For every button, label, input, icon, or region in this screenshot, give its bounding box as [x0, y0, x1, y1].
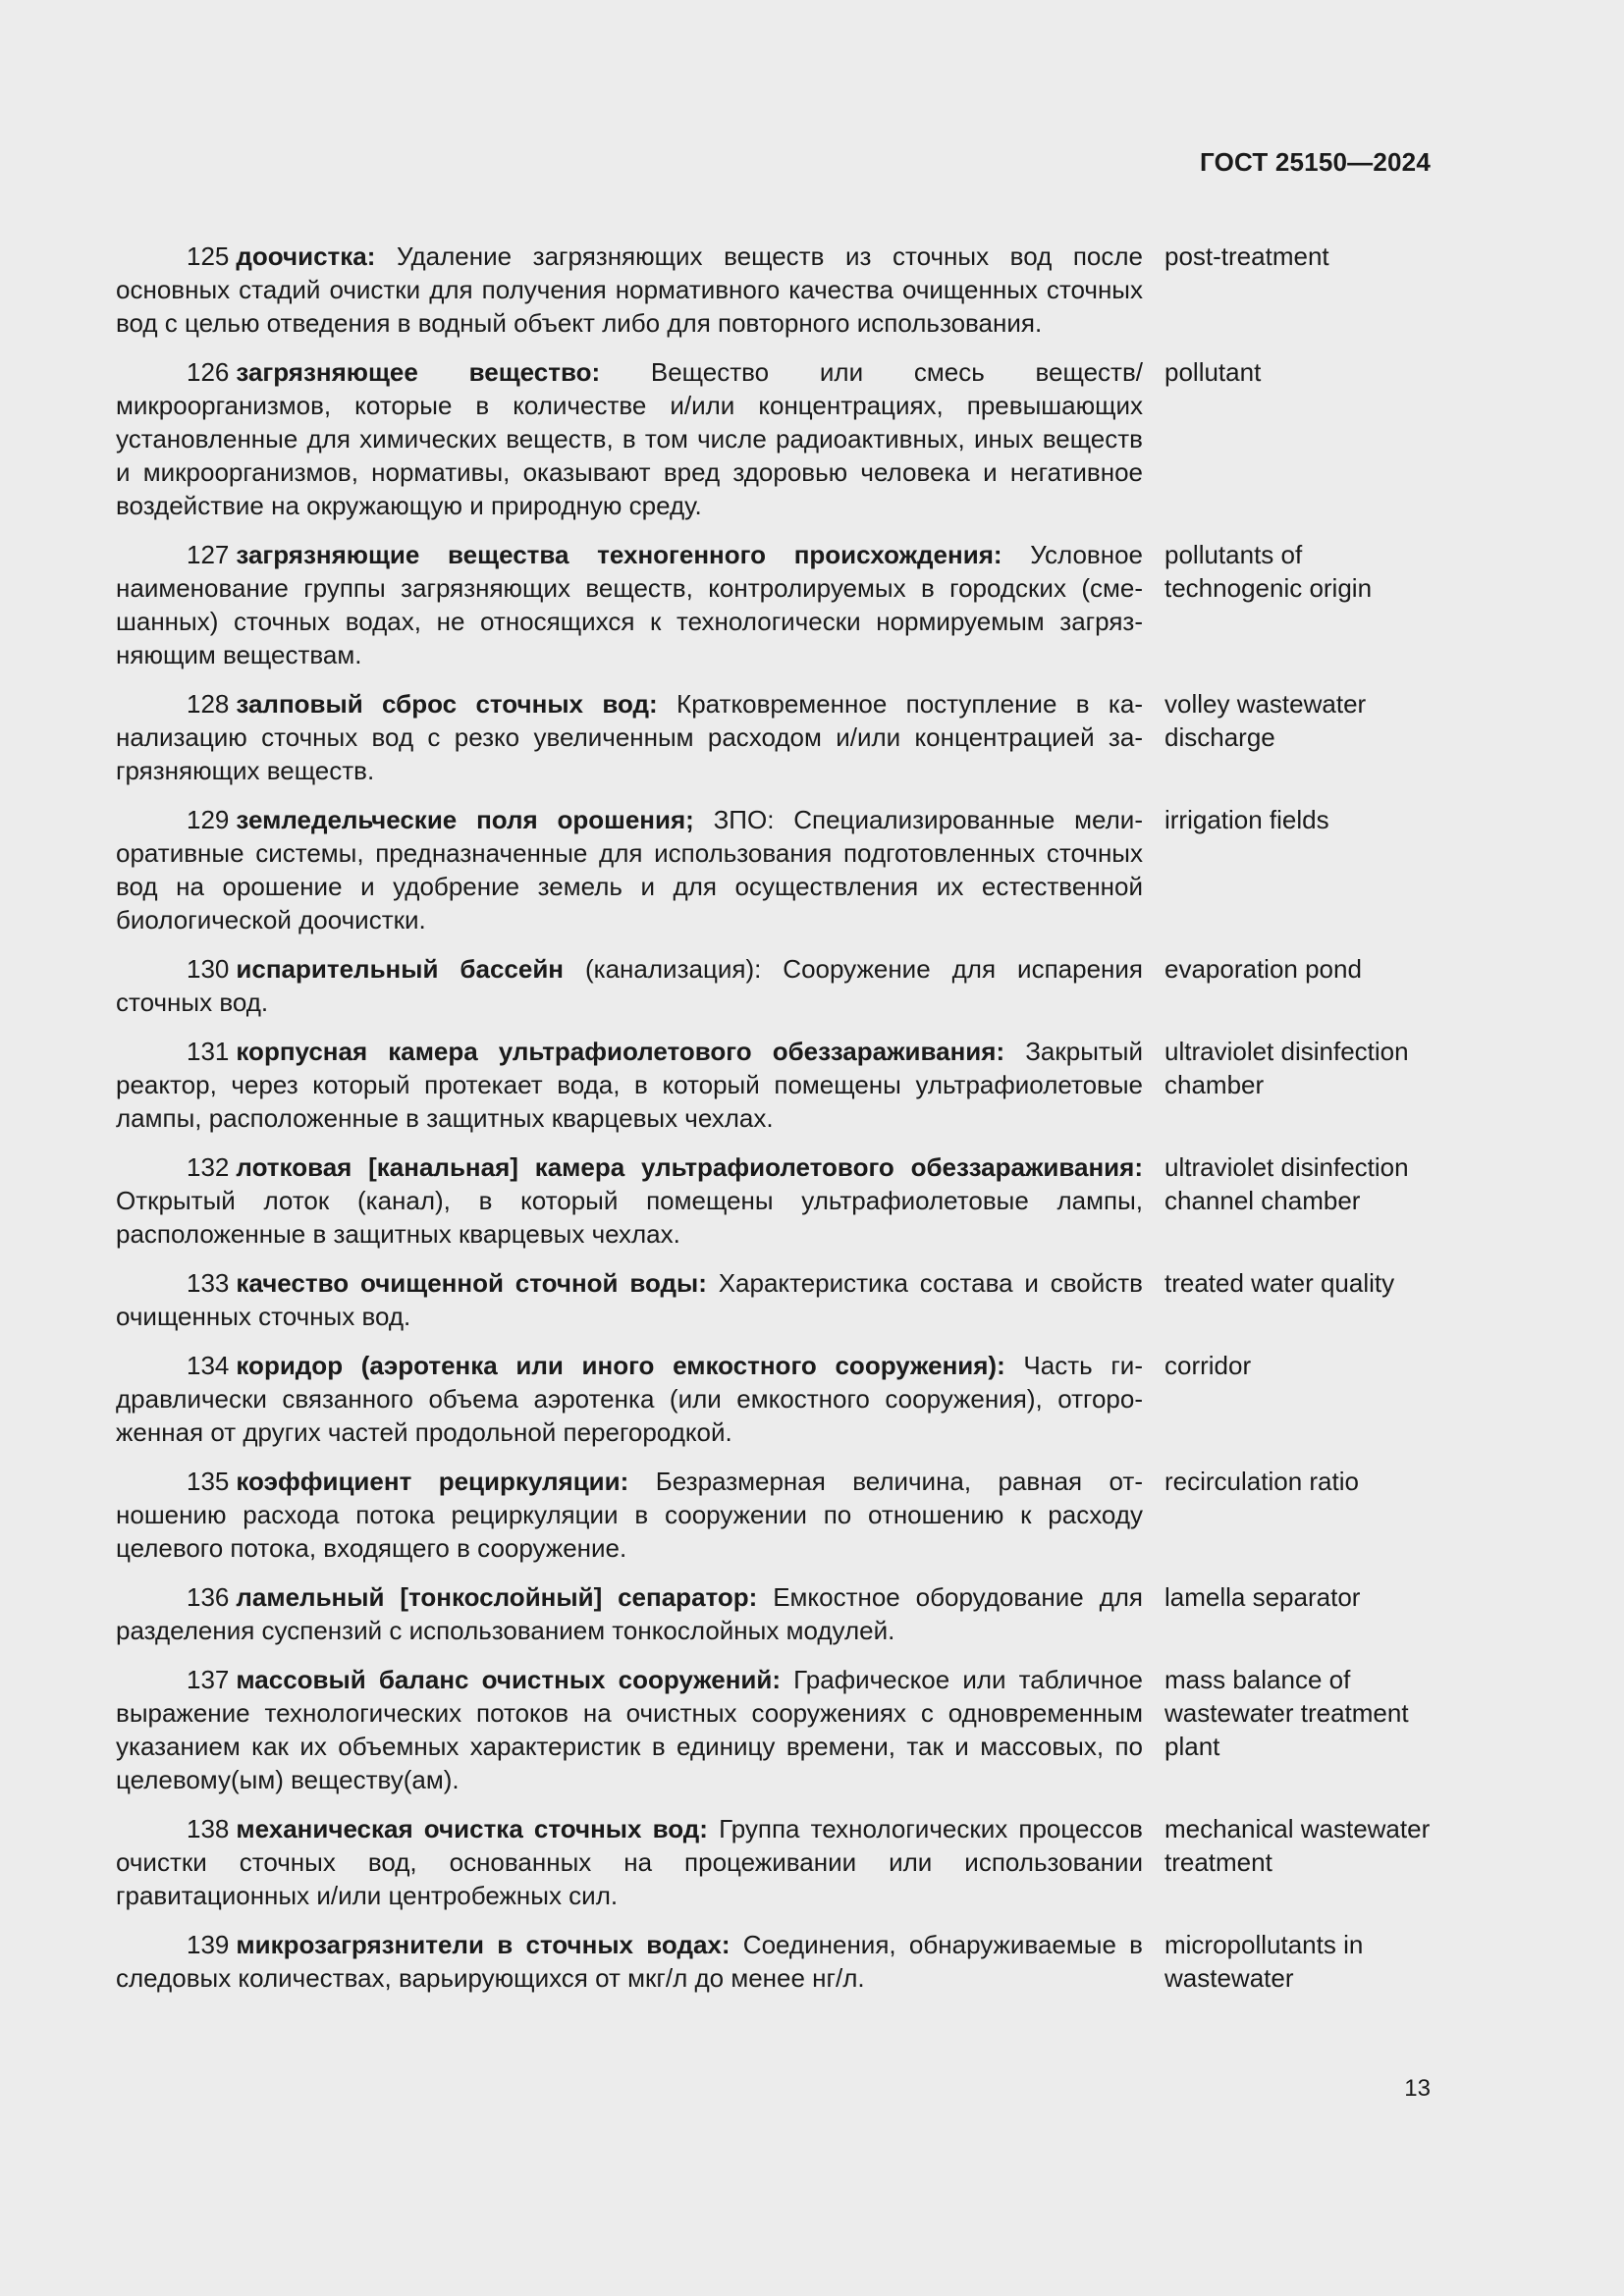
- english-equivalent: treated water quality: [1164, 1268, 1395, 1298]
- term-number: 139: [187, 1930, 230, 1959]
- english-equivalent: volley wastewater discharge: [1164, 689, 1367, 752]
- term-definition: Удаление загрязняющих веществ из сточных вод после основных стадий очистки для получения нормативного качества очищенных сточных вод с целью отведения в водный объект либо для повторного использования.: [116, 241, 1143, 338]
- term-name: ламельный [тонкослойный] сепаратор:: [236, 1582, 758, 1612]
- term-entry-137: [116, 1663, 1432, 1796]
- term-number: 136: [187, 1582, 230, 1612]
- term-definition-block: [116, 240, 1143, 340]
- term-definition-block: [116, 1150, 1143, 1251]
- english-equivalent: mechanical wastewater treatment: [1164, 1814, 1431, 1877]
- term-definition-block: [116, 952, 1143, 1019]
- term-number: 137: [187, 1665, 230, 1694]
- english-equivalent: evaporation pond: [1164, 954, 1362, 984]
- term-name: доочистка:: [236, 241, 376, 271]
- term-definition: (канализация): Сооружение для испарения сточных вод.: [116, 954, 1143, 1017]
- term-name: коэффициент рециркуляции:: [236, 1467, 629, 1496]
- term-definition-block: [116, 1580, 1143, 1647]
- term-definition-block: [116, 355, 1143, 522]
- term-number: 126: [187, 357, 230, 387]
- term-number: 130: [187, 954, 230, 984]
- term-definition: Закрытый реактор, через который протекает вода, в который помещены ультрафиолетовые лампы, расположенные в защитных кварцевых чехлах.: [116, 1037, 1143, 1133]
- english-equivalent: micropollutants in wastewater: [1164, 1930, 1364, 1993]
- term-entry-129: [116, 803, 1432, 936]
- term-definition: Группа технологических процессов очистки сточных вод, основанных на процеживании или использовании гравитационных и/или центробежных сил.: [116, 1814, 1143, 1910]
- term-entry-134: [116, 1349, 1432, 1449]
- term-entry-131: [116, 1035, 1432, 1135]
- term-definition-block: [116, 1812, 1143, 1912]
- term-definition: Емкостное оборудование для разделения суспензий с использованием тонкослойных модулей.: [116, 1582, 1143, 1645]
- english-equivalent: irrigation fields: [1164, 805, 1329, 834]
- term-definition-block: [116, 538, 1143, 671]
- term-definition: Характеристика состава и свойств очищенных сточных вод.: [116, 1268, 1143, 1331]
- term-definition-block: [116, 803, 1143, 936]
- term-number: 125: [187, 241, 230, 271]
- term-definition-block: [116, 1928, 1143, 1995]
- term-entry-133: [116, 1266, 1432, 1333]
- term-entry-136: [116, 1580, 1432, 1647]
- english-equivalent: post-treatment: [1164, 241, 1329, 271]
- term-entry-139: [116, 1928, 1432, 1995]
- term-number: 134: [187, 1351, 230, 1380]
- term-definition-block: [116, 1266, 1143, 1333]
- term-definition: Вещество или смесь веществ/ микроорганизмов, которые в количестве и/или концентрациях, превышающих установленные для химических веществ, в том числе радиоактивных, иных веществ и микроорганизмов, нормативы, оказывают вред здоровью человека и негативное воздействие на окружающую и природную среду.: [116, 357, 1143, 520]
- term-number: 128: [187, 689, 230, 719]
- term-definition-block: [116, 1663, 1143, 1796]
- document-code: ГОСТ 25150—2024: [1200, 147, 1431, 177]
- term-entry-130: [116, 952, 1432, 1019]
- term-entry-128: [116, 687, 1432, 787]
- term-name: качество очищенной сточной воды:: [236, 1268, 707, 1298]
- term-definition: Соединения, обнаруживаемые в следовых количествах, варьирующихся от мкг/л до менее нг/л.: [116, 1930, 1143, 1993]
- term-name: корпусная камера ультрафиолетового обеззараживания:: [236, 1037, 1005, 1066]
- term-definition: ЗПО: Специализированные мелиоративные системы, предназначенные для использования подготовленных сточных вод на орошение и удобрение земель и для осуществления их естественной биологической доочистки.: [116, 805, 1143, 934]
- term-definition: Кратковременное поступление в канализацию сточных вод с резко увеличенным расходом и/или концентрацией загрязняющих веществ.: [116, 689, 1144, 785]
- english-equivalent: lamella separator: [1164, 1582, 1361, 1612]
- term-definition: Часть гидравлически связанного объема аэротенка (или емкостного сооружения), отгороженная от других частей продольной перегородкой.: [116, 1351, 1143, 1447]
- term-definition-block: [116, 687, 1143, 787]
- term-definition: Условное наименование группы загрязняющих веществ, контролируемых в городских (смешанных) сточных водах, не относящихся к технологически нормируемым загрязняющим веществам.: [116, 540, 1144, 669]
- english-equivalent: mass balance of wastewater treatment plant: [1164, 1665, 1409, 1761]
- english-equivalent: pollutants of technogenic origin: [1164, 540, 1373, 603]
- term-definition-block: [116, 1465, 1143, 1565]
- terms-list: [116, 240, 1432, 2010]
- term-entry-125: [116, 240, 1432, 340]
- term-definition-block: [116, 1349, 1143, 1449]
- term-name: земледельческие поля орошения;: [236, 805, 694, 834]
- term-definition: Графическое или табличное выражение технологических потоков на очистных сооружениях с одновременным указанием как их объемных характеристик в единицу времени, так и массовых, по целевому(ым) веществу(ам).: [116, 1665, 1143, 1794]
- term-name: массовый баланс очистных сооружений:: [236, 1665, 782, 1694]
- term-entry-138: [116, 1812, 1432, 1912]
- term-entry-132: [116, 1150, 1432, 1251]
- term-number: 135: [187, 1467, 230, 1496]
- term-number: 129: [187, 805, 230, 834]
- term-name: лотковая [канальная] камера ультрафиолетового обеззараживания:: [236, 1152, 1143, 1182]
- term-name: загрязняющее вещество:: [236, 357, 601, 387]
- english-equivalent: ultraviolet disinfection chamber: [1164, 1037, 1409, 1099]
- english-equivalent: ultraviolet disinfection channel chamber: [1164, 1152, 1409, 1215]
- english-equivalent: pollutant: [1164, 357, 1262, 387]
- page-number: 13: [1404, 2075, 1431, 2102]
- term-number: 138: [187, 1814, 230, 1843]
- term-definition: Открытый лоток (канал), в который помещены ультрафиолетовые лампы, расположенные в защитных кварцевых чехлах.: [116, 1186, 1143, 1249]
- term-entry-135: [116, 1465, 1432, 1565]
- english-equivalent: corridor: [1164, 1351, 1252, 1380]
- term-name: коридор (аэротенка или иного емкостного сооружения):: [236, 1351, 1005, 1380]
- term-name: загрязняющие вещества техногенного происхождения:: [236, 540, 1002, 569]
- term-number: 133: [187, 1268, 230, 1298]
- term-number: 127: [187, 540, 230, 569]
- term-name: механическая очистка сточных вод:: [236, 1814, 708, 1843]
- term-name: испарительный бассейн: [236, 954, 565, 984]
- term-entry-127: [116, 538, 1432, 671]
- term-number: 131: [187, 1037, 230, 1066]
- term-name: залповый сброс сточных вод:: [236, 689, 658, 719]
- term-definition: Безразмерная величина, равная отношению расхода потока рециркуляции в сооружении по отношению к расходу целевого потока, входящего в сооружение.: [116, 1467, 1143, 1563]
- term-definition-block: [116, 1035, 1143, 1135]
- term-name: микрозагрязнители в сточных водах:: [236, 1930, 731, 1959]
- term-number: 132: [187, 1152, 230, 1182]
- english-equivalent: recirculation ratio: [1164, 1467, 1359, 1496]
- term-entry-126: [116, 355, 1432, 522]
